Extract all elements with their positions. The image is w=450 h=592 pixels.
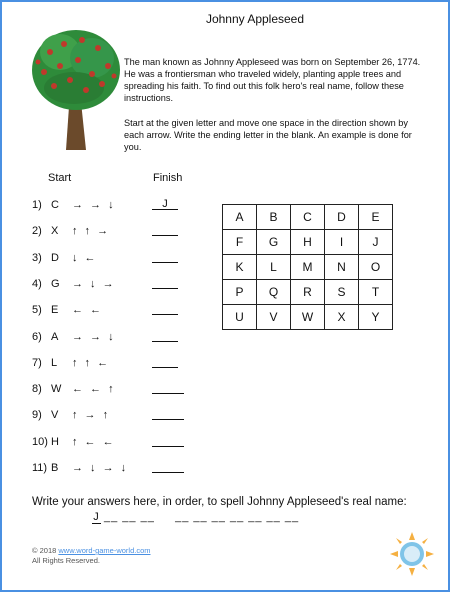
start-letter: W — [51, 383, 62, 396]
direction-arrows: → → ↓ — [72, 199, 116, 211]
grid-cell: T — [359, 280, 393, 305]
finish-blank[interactable] — [152, 436, 184, 447]
grid-cell: R — [291, 280, 325, 305]
puzzle-row — [32, 383, 192, 397]
grid-cell: X — [325, 305, 359, 330]
grid-row — [223, 305, 393, 330]
start-letter: G — [51, 277, 60, 290]
row-number: 10) — [32, 435, 48, 448]
finish-header: Finish — [153, 172, 183, 184]
direction-arrows: ↑ ↑ → — [72, 225, 111, 238]
grid-cell: N — [325, 255, 359, 280]
answer-first-letter: J — [93, 511, 100, 523]
row-number: 1) — [32, 199, 42, 211]
grid-cell: M — [291, 255, 325, 280]
grid-cell: E — [359, 205, 393, 230]
start-letter: X — [51, 225, 59, 238]
start-header: Start — [48, 172, 72, 184]
row-number: 4) — [32, 277, 42, 290]
row-number: 7) — [32, 356, 42, 369]
grid-cell: P — [223, 280, 257, 305]
finish-blank[interactable] — [152, 357, 178, 368]
grid-cell: J — [359, 230, 393, 255]
direction-arrows: → → ↓ — [72, 330, 116, 343]
letter-grid — [222, 204, 393, 330]
puzzle-row — [32, 409, 192, 423]
puzzle-row — [32, 357, 192, 371]
finish-blank[interactable] — [152, 304, 178, 315]
start-letter: H — [51, 435, 59, 448]
website-link[interactable]: www.word-game-world.com — [58, 546, 151, 555]
row-number: 3) — [32, 251, 42, 264]
answer-instruction: Write your answers here, in order, to spell Johnny Appleseed's real name: — [32, 496, 407, 508]
puzzle-row — [32, 278, 192, 292]
start-letter: V — [51, 409, 59, 422]
apple-tree-icon — [30, 22, 122, 154]
row-number: 11) — [32, 462, 48, 474]
puzzle-row — [32, 436, 192, 450]
grid-row — [223, 255, 393, 280]
grid-cell: O — [359, 255, 393, 280]
page-title: Johnny Appleseed — [205, 12, 305, 26]
puzzle-row — [32, 199, 192, 213]
answer-blanks: __ __ __ __ __ __ __ __ __ __ — [104, 511, 300, 523]
direction-arrows: ↑ → ↑ — [72, 409, 111, 422]
finish-blank[interactable] — [152, 331, 178, 342]
direction-arrows: → ↓ → — [72, 277, 116, 290]
finish-blank[interactable] — [152, 383, 184, 394]
grid-cell: F — [223, 230, 257, 255]
start-letter: D — [51, 251, 59, 264]
grid-cell: C — [291, 205, 325, 230]
grid-cell: L — [257, 255, 291, 280]
grid-cell: H — [291, 230, 325, 255]
rights-text: All Rights Reserved. — [32, 556, 100, 565]
start-letter: L — [51, 356, 58, 369]
finish-blank[interactable] — [152, 462, 184, 473]
finish-blank[interactable] — [152, 409, 184, 420]
grid-cell: A — [223, 205, 257, 230]
grid-row — [223, 280, 393, 305]
sun-logo-icon — [390, 532, 434, 576]
puzzle-row — [32, 331, 192, 345]
start-letter: B — [51, 462, 59, 474]
grid-cell: S — [325, 280, 359, 305]
grid-cell: I — [325, 230, 359, 255]
row-number: 8) — [32, 383, 42, 396]
row-number: 5) — [32, 304, 42, 317]
direction-arrows: ← ← ↑ — [72, 383, 116, 396]
grid-cell: U — [223, 305, 257, 330]
grid-cell: Q — [257, 280, 291, 305]
grid-cell: D — [325, 205, 359, 230]
puzzle-row — [32, 252, 192, 266]
finish-blank[interactable] — [152, 252, 178, 263]
grid-row — [223, 230, 393, 255]
direction-arrows: ← ← — [72, 304, 104, 317]
intro-text: The man known as Johnny Appleseed was born on September 26, 1774. He was a frontiersman who traveled widely, planting apple trees and spreading his faith. To find out this folk hero's real name, follow these instructions. — [124, 57, 421, 103]
grid-cell: V — [257, 305, 291, 330]
direction-arrows: ↓ ← — [72, 251, 98, 264]
finish-blank[interactable] — [152, 278, 178, 289]
grid-cell: G — [257, 230, 291, 255]
puzzle-row — [32, 225, 192, 239]
copyright-text: © 2018 — [32, 546, 57, 555]
direction-arrows: ↑ ← ← — [72, 435, 116, 448]
grid-cell: B — [257, 205, 291, 230]
finish-blank[interactable] — [152, 225, 178, 236]
copyright-block — [32, 546, 151, 566]
puzzle-row — [32, 304, 192, 318]
start-letter: C — [51, 199, 59, 211]
puzzle-row — [32, 462, 192, 476]
instructions-text: Start at the given letter and move one space in the direction shown by each arrow. Write the ending letter in the blank. An example is done for you. — [124, 118, 412, 152]
row-number: 2) — [32, 225, 42, 238]
start-letter: E — [51, 304, 59, 317]
direction-arrows: ↑ ↑ ← — [72, 356, 111, 369]
start-letter: A — [51, 330, 59, 343]
row-number: 6) — [32, 330, 42, 343]
direction-arrows: → ↓ → ↓ — [72, 462, 129, 474]
row-number: 9) — [32, 409, 42, 422]
grid-cell: W — [291, 305, 325, 330]
grid-cell: Y — [359, 305, 393, 330]
grid-cell: K — [223, 255, 257, 280]
grid-row — [223, 205, 393, 230]
finish-blank[interactable]: J — [152, 199, 178, 210]
